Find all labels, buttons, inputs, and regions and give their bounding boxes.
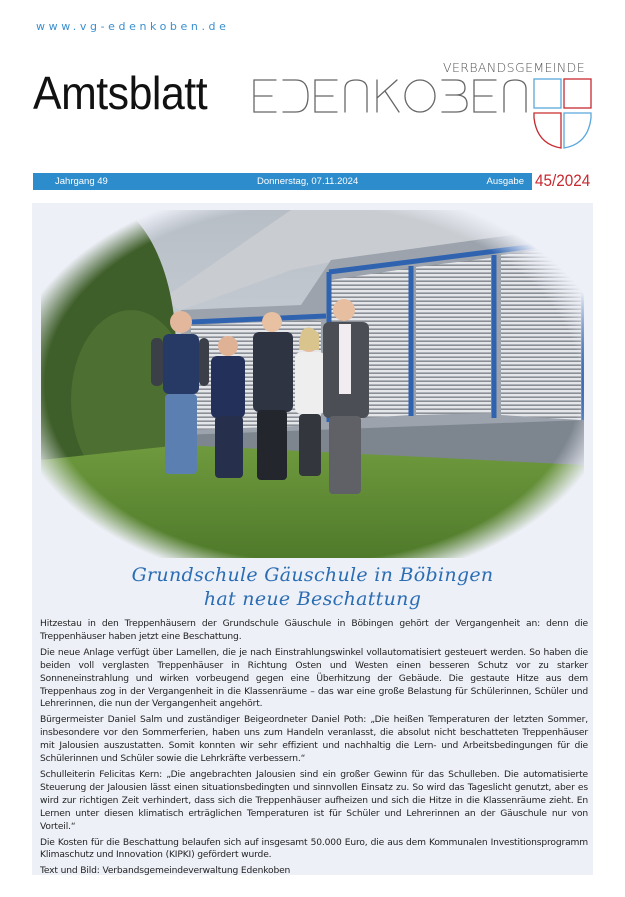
municipality-label: VERBANDSGEMEINDE <box>443 60 586 75</box>
article-paragraph: Die Kosten für die Beschattung belaufen sich auf insgesamt 50.000 Euro, die aus dem Kommunalen Investitionsprogramm Klimaschutz und Innovation (KIPKI) gefördert wurde. <box>40 837 588 861</box>
coat-of-arms-icon <box>533 78 593 150</box>
article-paragraph: Schulleiterin Felicitas Kern: „Die angebrachten Jalousien sind ein großer Gewinn für das Schulleben. Die automatisierte Steuerung der Jalousien lässt einen situationsbedingten und sinnvollen Einsatz zu. So wird das Tageslicht genutzt, aber es wird zur richtigen Zeit verhindert, dass sich die Treppenhäuser aufheizen und sich die Hitze in die Klassenräume zieht. En Lernen unter diesen klimatisch erträglichen Temperaturen ist für Schüler und Lehrerinnen an der Gäuschule nur von Vorteil.“ <box>40 769 588 832</box>
article-credit: Text und Bild: Verbandsgemeindeverwaltung Edenkoben <box>40 866 291 877</box>
issue-number: 45/2024 <box>535 171 591 190</box>
issue-banner <box>33 173 532 190</box>
website-url[interactable]: www.vg-edenkoben.de <box>36 20 230 33</box>
issue-label: Ausgabe <box>486 176 524 187</box>
article-paragraph: Bürgermeister Daniel Salm und zuständiger Beigeordneter Daniel Poth: „Die heißen Temperaturen der letzten Sommer, insbesondere vor den Sommerferien, haben uns zum Handeln veranlasst, die absolut nicht beschatteten Treppenhäuser mit Jalousien auszustatten. Somit konnten wir sehr effizient und nachhaltig die Lern- und Arbeitsbedingungen für die Schülerinnen und Schüler sowie die Lehrkräfte verbessern.“ <box>40 715 588 765</box>
article-paragraph: Die neue Anlage verfügt über Lamellen, die je nach Einstrahlungswinkel vollautomatisiert gesteuert werden. So haben die beiden voll verglasten Treppenhäuser in Richtung Osten und Westen einen besseren Schutz vor zu starker Sonneneinstrahlung und wirken vorbeugend gegen eine Überhitzung der Gebäude. Die gestaute Hitze aus dem Treppenhaus zog in der Vergangenheit in die Klassenräume – das war eine große Belastung für Schülerinnen, Schüler und Lehrerinnen, die nun der Vergangenheit angehört. <box>40 647 588 710</box>
municipality-wordmark <box>252 79 534 113</box>
photo-illustration <box>41 210 584 558</box>
article-body <box>40 618 588 881</box>
headline-line-1: Grundschule Gäuschule in Böbingen <box>131 564 494 586</box>
issue-date: Donnerstag, 07.11.2024 <box>257 176 359 187</box>
article-headline <box>32 563 593 611</box>
volume-label: Jahrgang 49 <box>55 176 108 187</box>
article-photo <box>41 210 584 558</box>
article-paragraph: Hitzestau in den Treppenhäusern der Grundschule Gäuschule in Böbingen gehört der Vergangenheit an: denn die Treppenhäuser haben jetzt eine Beschattung. <box>40 619 588 642</box>
publication-title: Amtsblatt <box>33 67 208 119</box>
article-card <box>32 203 593 875</box>
headline-line-2: hat neue Beschattung <box>203 588 422 610</box>
